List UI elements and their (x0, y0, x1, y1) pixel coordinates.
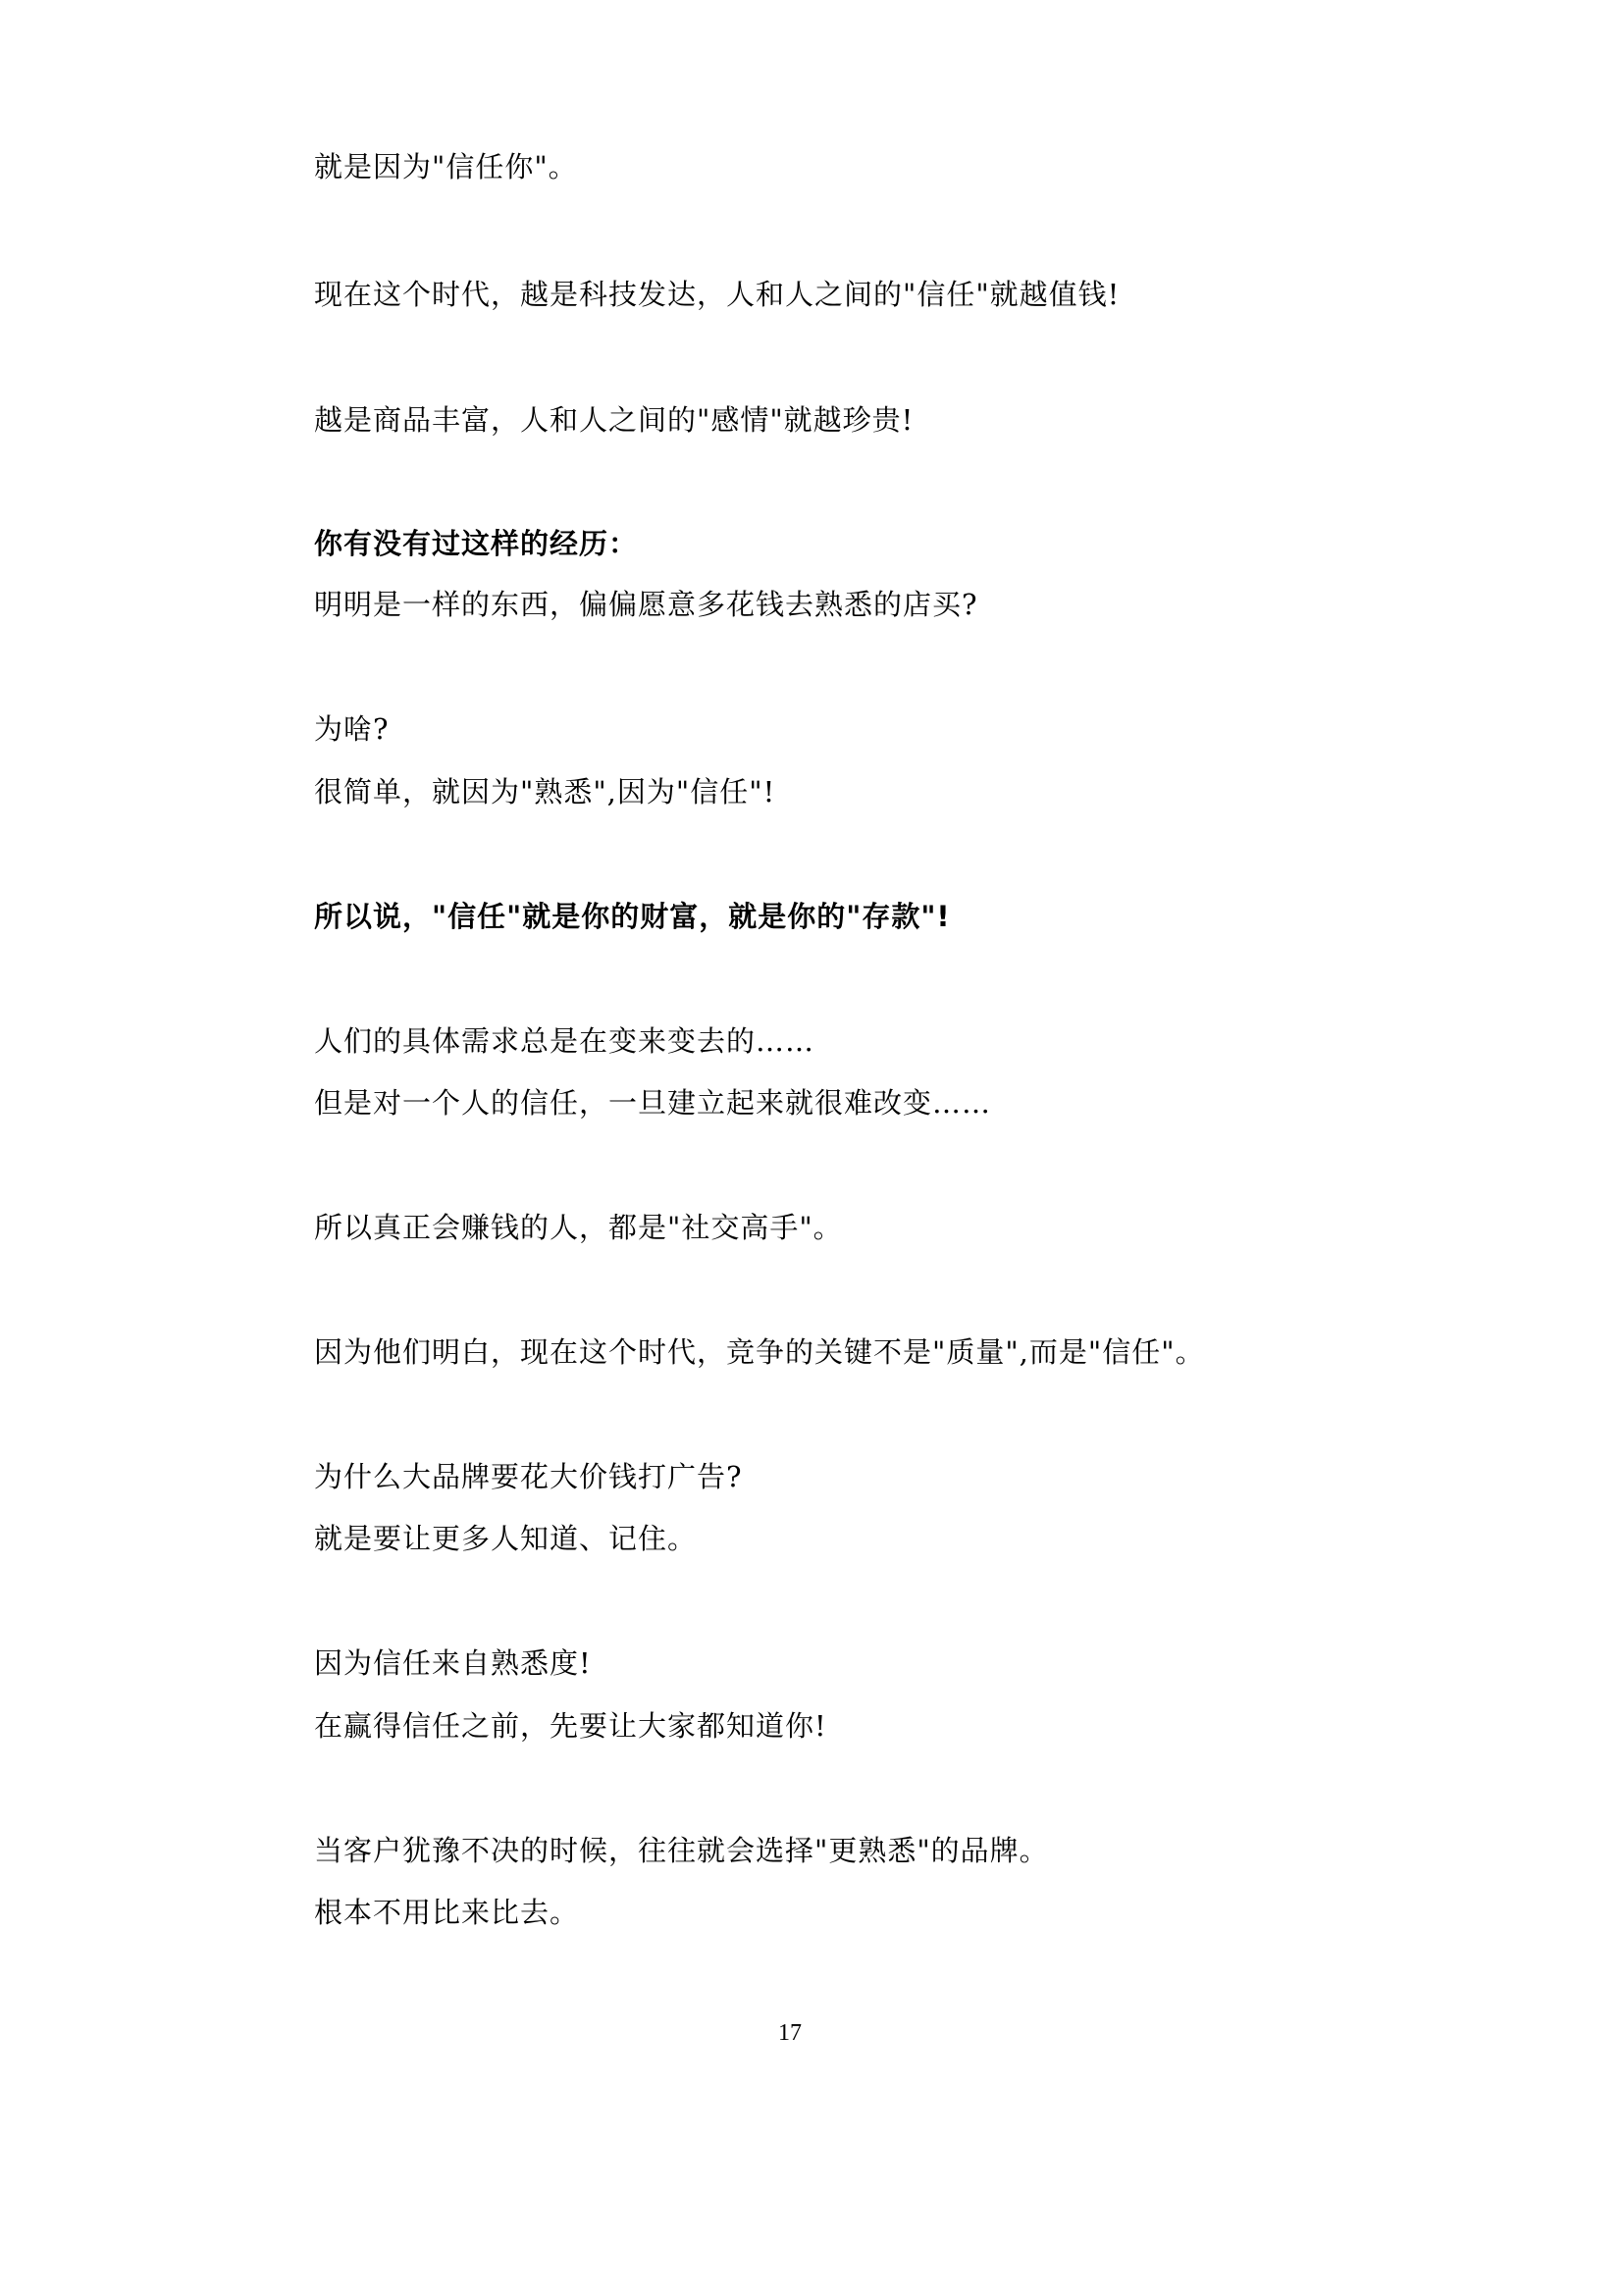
paragraph-line: 在赢得信任之前，先要让大家都知道你! (314, 1709, 827, 1743)
page-number: 17 (778, 2020, 802, 2046)
paragraph-line: 很简单，就因为"熟悉",因为"信任"! (314, 775, 776, 808)
paragraph-line: 越是商品丰富，人和人之间的"感情"就越珍贵! (314, 403, 915, 437)
paragraph-line: 人们的具体需求总是在变来变去的…… (314, 1024, 815, 1058)
paragraph-line: 明明是一样的东西，偏偏愿意多花钱去熟悉的店买? (314, 588, 978, 621)
paragraph-line: 所以真正会赚钱的人，都是"社交高手"。 (314, 1211, 843, 1244)
paragraph-line: 为什么大品牌要花大价钱打广告? (314, 1460, 743, 1493)
paragraph-line: 现在这个时代，越是科技发达，人和人之间的"信任"就越值钱! (314, 278, 1121, 311)
bold-heading-line: 你有没有过这样的经历： (314, 527, 639, 560)
paragraph-line: 为啥? (314, 712, 390, 746)
paragraph-line: 根本不用比来比去。 (314, 1896, 580, 1929)
paragraph-line: 就是要让更多人知道、记住。 (314, 1522, 698, 1555)
paragraph-line: 因为信任来自熟悉度! (314, 1646, 592, 1680)
paragraph-line: 但是对一个人的信任，一旦建立起来就很难改变…… (314, 1086, 992, 1120)
paragraph-line: 就是因为"信任你"。 (314, 150, 578, 183)
paragraph-line: 当客户犹豫不决的时候，往往就会选择"更熟悉"的品牌。 (314, 1834, 1049, 1867)
paragraph-line: 因为他们明白，现在这个时代，竞争的关键不是"质量",而是"信任"。 (314, 1335, 1205, 1369)
bold-emphasis-line: 所以说，"信任"就是你的财富，就是你的"存款"! (314, 900, 951, 933)
